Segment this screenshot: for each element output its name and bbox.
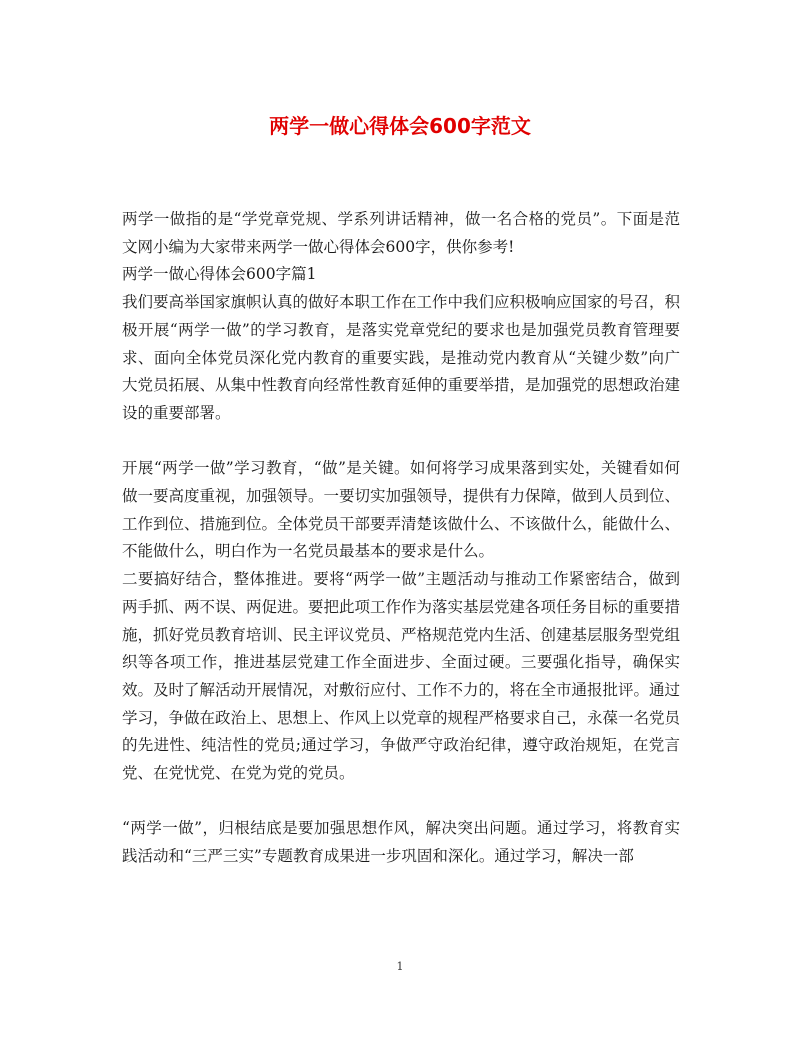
paragraph-gap	[122, 428, 680, 456]
body-paragraph: 我们要高举国家旗帜认真的做好本职工作在工作中我们应积极响应国家的号召，积极开展“两学一做”的学习教育，是落实党章党纪的要求也是加强党员教育管理要求、面向全体党员深化党内教育的重要实践，是推动党内教育从“关键少数”向广大党员拓展、从集中性教育向经常性教育延伸的重要举措，是加强党的思想政治建设的重要部署。	[122, 293, 681, 422]
document-body	[122, 206, 680, 871]
body-paragraph: 二要搞好结合，整体推进。要将“两学一做”主题活动与推动工作紧密结合，做到两手抓、两不误、两促进。要把此项工作作为落实基层党建各项任务目标的重要措施，抓好党员教育培训、民主评议党员、严格规范党内生活、创建基层服务型党组织等各项工作，推进基层党建工作全面进步、全面过硬。三要强化指导，确保实效。及时了解活动开展情况，对敷衍应付、工作不力的，将在全市通报批评。通过学习，争做在政治上、思想上、作风上以党章的规程严格要求自己，永葆一名党员的先进性、纯洁性的党员;通过学习，争做严守政治纪律，遵守政治规矩，在党言党、在党忧党、在党为党的党员。	[122, 570, 681, 783]
body-paragraph: “两学一做”，归根结底是要加强思想作风，解决突出问题。通过学习，将教育实践活动和“三严三实”专题教育成果进一步巩固和深化。通过学习，解决一部	[122, 819, 680, 866]
document-title: 两学一做心得体会600字范文	[269, 114, 531, 138]
body-paragraph: 开展“两学一做”学习教育，“做”是关键。如何将学习成果落到实处，关键看如何做一要高度重视，加强领导。一要切实加强领导，提供有力保障，做到人员到位、工作到位、措施到位。全体党员干部要弄清楚该做什么、不该做什么，能做什么、不能做什么，明白作为一名党员最基本的要求是什么。	[122, 459, 681, 561]
page-number: 1	[396, 960, 404, 973]
section-heading: 两学一做心得体会600字篇1	[122, 265, 317, 284]
paragraph-gap	[122, 788, 680, 816]
intro-paragraph: 两学一做指的是“学党章党规、学系列讲话精神，做一名合格的党员”。下面是范文网小编为大家带来两学一做心得体会600字，供你参考!	[122, 210, 680, 256]
